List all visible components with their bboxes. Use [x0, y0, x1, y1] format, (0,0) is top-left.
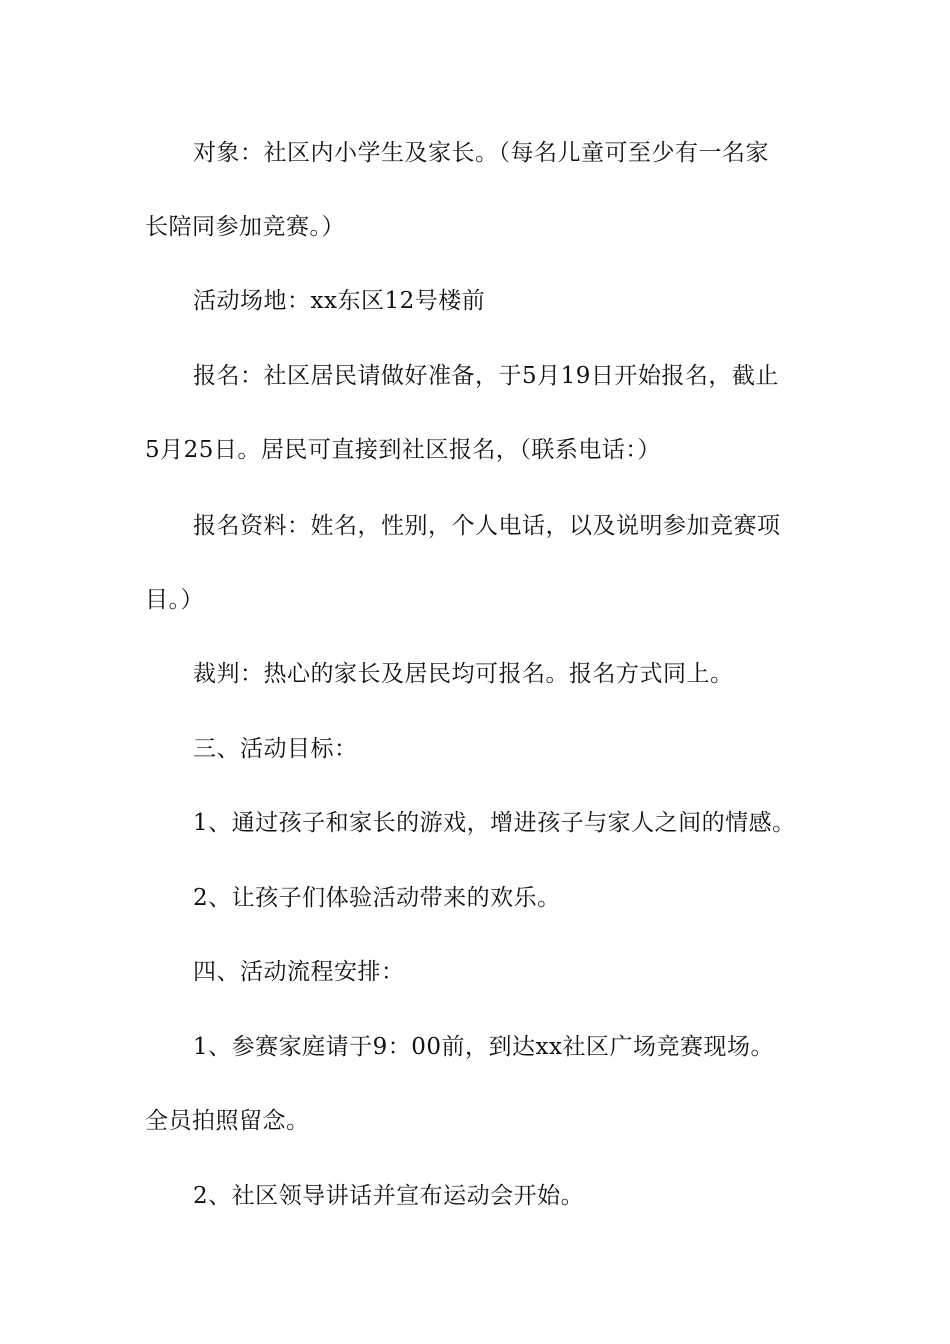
paragraph-referee: 裁判：热心的家长及居民均可报名。报名方式同上。 — [193, 661, 734, 687]
paragraph-registration-line-1: 报名：社区居民请做好准备，于5月19日开始报名，截止 — [193, 363, 779, 389]
paragraph-registration-info-line-2: 目。） — [145, 587, 204, 613]
list-item-goal-2: 2、让孩子们体验活动带来的欢乐。 — [193, 885, 561, 911]
list-item-schedule-1-line-1: 1、参赛家庭请于9：00前，到达xx社区广场竞赛现场。 — [193, 1034, 774, 1060]
paragraph-registration-line-2: 5月25日。居民可直接到社区报名，（联系电话：） — [145, 437, 661, 463]
section-heading-schedule: 四、活动流程安排： — [193, 959, 405, 985]
list-item-schedule-2: 2、社区领导讲话并宣布运动会开始。 — [193, 1183, 585, 1209]
list-item-goal-1: 1、通过孩子和家长的游戏，增进孩子与家人之间的情感。 — [193, 810, 796, 836]
list-item-schedule-1-line-2: 全员拍照留念。 — [145, 1108, 310, 1134]
paragraph-target-audience-line-2: 长陪同参加竞赛。） — [145, 214, 345, 240]
paragraph-target-audience-line-1: 对象：社区内小学生及家长。（每名儿童可至少有一名家 — [193, 140, 769, 166]
section-heading-goals: 三、活动目标： — [193, 736, 358, 762]
paragraph-registration-info-line-1: 报名资料：姓名，性别，个人电话，以及说明参加竞赛项 — [193, 513, 781, 539]
paragraph-venue: 活动场地：xx东区12号楼前 — [193, 288, 486, 314]
